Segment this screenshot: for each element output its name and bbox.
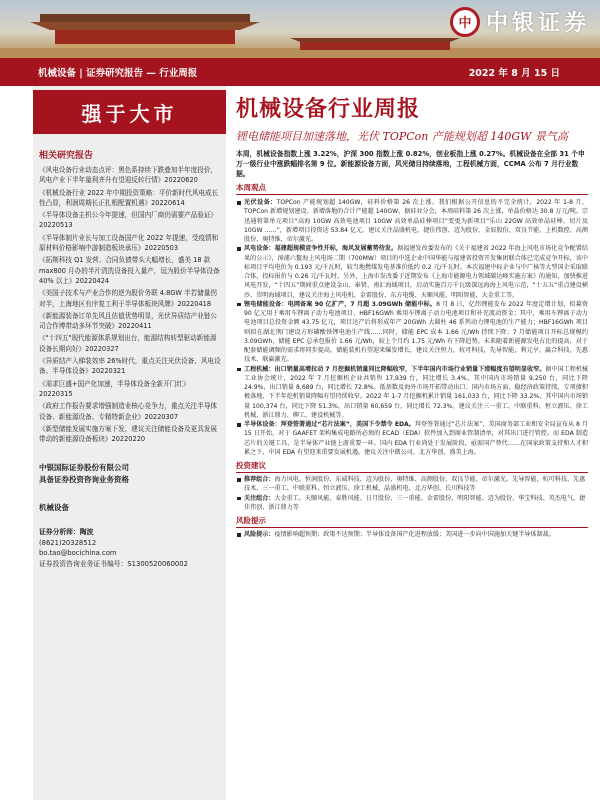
report-header-bar [0,58,600,86]
sidebar [33,86,226,800]
report-date: 2022 年 8 月 15 日 [468,68,560,79]
bullet-lead: 光伏设备： [244,199,277,206]
company-info [33,462,226,486]
cover-banner [0,0,600,58]
bullet-item [236,494,588,513]
analyst-license: 证券投资咨询业务证书编号：S1300520060002 [39,559,188,568]
related-reports-list [33,165,226,444]
report-title: 机械设备行业周报 [236,97,421,122]
bullet-text: 疫情影响超预期；政策不达预期；半导体设备国产化进程放缓；美国进一步向中国施加关键半导体制裁。 [274,531,555,538]
bullet-lead: 风险提示： [244,531,275,538]
bullet-text: 据福建发改委发布的《关于福建省 2022 年海上风电市场化竞争配置结果的公示》，漳浦六鳌海上风电场二期（700MW）项目的中选企业中国华能与福建省投资开发集团联合体已完成竞争开标，该中标项目平均电价为 0.193 元/千瓦时，较当地燃煤发电基准价低约 0.2 元/千瓦时。本次福建中标企业与中广核等大型国企采取联合体，投标报价与 0.26 元/千瓦时，另外，上海市发改委于近期发布《上海市能源电力领域碳达峰实施方案》的通知，加快推进风电开发，“十四五”期间重点建设金山、奉贤、南汇海域项目，启动实施百万千瓦级深远海海上风电示范，“十五五”重点建设横沙、崇明海域项目，建议关注海上风电机、金雷股份、东方电缆、天顺风能、明阳智能、大金重工等。 [244,245,588,299]
investment-list [236,475,588,512]
bullet-lead: 推荐组合： [244,476,275,483]
related-report-item[interactable]: 《半导体制片业长与加工设备国产化 2022 年提速，受疫情和原材料价格影响中游制造板块承压》20220503 [39,233,219,253]
bullet-text: TOPCon 产能规划超 140GW，硅料价格第 26 次上涨。我们根据公开信息的不完全统计，2022 年 1-8 月，TOPCon 新增规划建设、新增落地的合计产能超 140GW，据硅业分会，本周硅料第 26 次上涨，单晶价格达 30.8 万元/吨。宗迅通将第单元项目“高海 10GW 高效电池项目 10GW 高效单晶硅棒项目”变更为新项目“乐山 22GW 高效单晶硅棒、切片及 10GW ……”，新增项目投资达 53.84 亿元。建议关注晶盛机电、捷佳伟创、迈为股份、金辰股份、双良节能、上机数控、高测股份、奥特维、帝尔激光。 [244,199,588,243]
summary-paragraph: 本周，机械设备指数上涨 3.22%，沪深 300 指数上涨 0.82%，创业板指上涨 0.27%。机械设备在全部 31 个申万一级行业中涨跌幅排名第 9 位。新能源设备方面，风光储目持续落地，工程机械方面，CCMA 公布 7 月行业数据。 [236,150,585,178]
analyst-info [33,527,226,569]
sector-label: 机械设备 [39,503,69,513]
bullet-text: 8 月 8 日，亿纬锂能发布 2022 年度定增计划，拟募资 90 亿元用于乘用车锂离子动力电池项目、HBF16GWh 乘用车锂离子动力电池项目和补充流动资金；其中，乘用车锂离子动力电池项目总投资金额 43.75 亿元，项目达产后将形成年产 20GWh 大圆柱 46 系列动力锂电池的生产能力；HBF16GWh 项目则拟在湖北荆门建设方形磷酸铁锂电池生产线……同时，储能 EPC 成本 1.66 元/Wh 持续下降；7 月储能项目开标总规模约 3.09GWh，储能 EPC 总承包报价 1.66 元/Wh，较上个月约 1.75 元/Wh 有下降趋势。未来随着新能源发电占比的提高，对于配套储能调频的需求将同步提高，储能装机有望迎来爆发增长，建议关注恒力，杭可科技，先导智能，利元亨，赢合科技，先惠技术，联赢激光。 [244,300,588,364]
risk-list [236,530,588,539]
related-report-item[interactable]: 《新能源装备订单先风且估值优势明显，光伏异质结产业链公司合作博带动多环节突破》20220411 [39,311,218,331]
related-report-item[interactable]: 《半导体设备主机公今年提速，但国内厂商仍需要产品验证》20220513 [39,211,218,230]
company-name [39,462,220,486]
bullet-item [236,365,588,421]
bullet-item [236,420,588,457]
company-line: 中银国际证券股份有限公司 [39,463,129,473]
bullet-lead: 半导体设备：拜登签署通过“芯片法案”，美国下令禁令 EDA。 [244,421,415,428]
bullet-item [236,244,588,300]
related-reports-heading: 相关研究报告 [39,151,94,161]
related-report-item[interactable]: 《需求巨盛+国产化加速，半导体设备全新开门红》20220315 [39,379,190,398]
report-category: 机械设备 | 证券研究报告 — 行业周报 [38,68,198,79]
analyst-email[interactable]: bo.tao@bocichina.com [39,549,117,558]
bullet-item [236,475,588,494]
bullet-lead: 工程机械：出口销量高增拉动 7 月挖掘机销量同比降幅收窄，下半年国内市场行业销量下滑幅度有望明显收窄。 [244,365,546,373]
bullet-item [236,198,588,244]
bullet-text: 拜登签署通过“芯片法案”，美国商务部工业和安全局宣布从 8 月 15 日开始，对于 GAAFET 架构集成电路所必须的 ECAD（EDA）软件加入到商业管制清单，对其出口进行管控。而 EDA 制造芯片的关键工具，是半导体产业链上游重要一环。国内 EDA 行业尚处于发展阶段，亟需国产替代……在国家政策支持和人才积累之下，中国 EDA 有望迎来重要发展机遇。建议关注中微公司、北方华创、盛美上海。 [244,421,588,456]
logo-text: 中银证券 [485,11,590,36]
weekly-points-list [236,198,588,457]
section-weekly-views: 本周观点 [236,182,588,195]
company-line: 具备证券投资咨询业务资格 [39,475,129,485]
analyst-name: 证券分析师：陶波 [39,528,94,537]
related-report-item[interactable]: 《机械设备行业 2022 年中期投资策略：平价新时代风电成长性凸显，利润周期长正扎根配置机遇》20220614 [39,188,219,207]
related-report-item[interactable]: 《新型储能发展实施方案下发，建议关注储能设备及更具发展带动的新能源设备板块》20220220 [39,424,218,444]
section-risks: 风险提示 [236,515,588,528]
analyst-phone: (8621)20328512 [39,538,97,547]
bullet-lead: 关注组合： [244,494,275,502]
related-report-item[interactable]: 《拓荆科技 Q1 发营、合同负债带头大幅增长，盛美 18 款 max800 月办的半片清洗设备投入量产，逗为股价半导体设备 40% 以上》20220424 [39,256,220,285]
bullet-item [236,530,588,539]
bullet-text: 据中国工程机械工业协会统计，2022 年 7 月挖掘机企业共销售 17,939 台，同比增长 3.4%，其中国内市场销量 9,250 台，同比下降 24.9%，出口销量 8,689 台，同比增长 72.8%。低基数及海外市场开拓带动出口；国内市场方面，稳经济政策持续、专项债积极落地，下半年挖机销量降幅有望持续收窄。2022 年 1-7 月挖掘机累计销量 161,033 台，同比下降 33.2%，其中国内市场销量 100,374 台，同比下降 51.3%，出口销量 60,659 台，同比增长 72.3%。建议关注三一重工、中联重科、恒立液压、徐工机械、浙江鼎力、柳工、建设机械等。 [244,365,589,419]
bullet-lead: 风电设备：福建超规模竞争性开标，海风发展蓄势待发。 [244,245,398,253]
logo-mark-icon: 中 [450,7,480,37]
bullet-item [236,300,588,365]
report-subtitle: 锂电储能项目加速落地，光伏 TOPCon 产能规划超 140GW 景气高 [236,130,568,143]
bullet-text: 大金重工、天顺风能、泰胜风能、日月股份、三一重能、金雷股份、明阳智能、迈为股份、华宝科技、英杰电气、捷佳伟创、浙江鼎力等 [244,494,586,511]
related-report-item[interactable]: 《异质结产入梯装效率 26%时代，重点关注光伏设备、风电设备、半导体设备》20220321 [39,357,221,376]
rating-badge: 强于大市 [33,90,226,134]
section-investment: 投资建议 [236,460,588,473]
related-report-item[interactable]: 《美国子技术与产业合作的逆为股价务联 4.8GW 半若储量拐对半，上海地区有序复工利于半导体板块风牌》20220418 [39,289,217,308]
related-report-item[interactable]: 《政府工作报告要求增强制造业核心竞争力，重点关注半导体设备、新能源设备、专精特新企业》20220307 [39,402,218,421]
bullet-lead: 锂电储能设备：电网备案 90 亿扩产，7 月超 3.09GWh 储能中标。 [244,300,437,308]
related-report-item[interactable]: 《"十四五"现代能源体系规划出台，能源结构转型驱动新能源设备长期向好》20220327 [39,334,217,353]
related-report-item[interactable]: 《风电设备行业动态点评：黑色系持续下跌叠加半年度投价，风电产业下半年量利齐升有望迎反转行情》20220620 [39,166,218,185]
bullet-text: 海力风电、恒润股份、东威科技、迈为股份、奥特维、高测股份、双良节能、帝尔激光、先导智能、杭可科技、先惠技术、三一重工、中联重科、恒立液压、徐工机械、晶盛机电、北方华创、长川科技等 [244,476,586,493]
company-logo [450,6,590,37]
main-content [236,86,588,539]
